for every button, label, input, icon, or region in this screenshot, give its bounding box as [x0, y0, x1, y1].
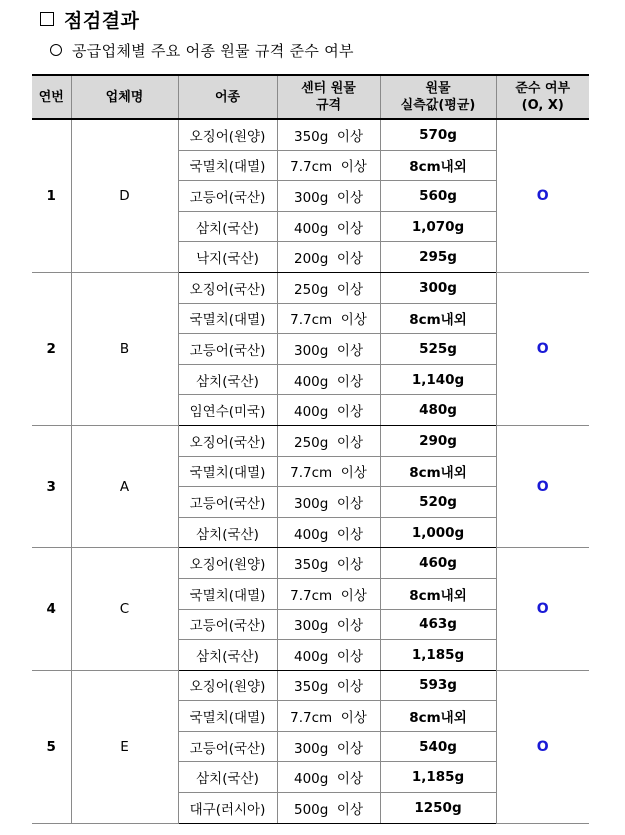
table-row — [32, 548, 589, 579]
fish-cell: 삼치(국산) — [178, 762, 277, 793]
row-number-cell: 4 — [32, 548, 71, 670]
spec-cell: 200g 이상 — [277, 242, 380, 273]
measured-cell: 8cm내외 — [380, 456, 496, 487]
compliance-cell — [496, 119, 589, 272]
measured-cell: 290g — [380, 425, 496, 456]
spec-cell: 7.7cm 이상 — [277, 578, 380, 609]
spec-cell: 400g 이상 — [277, 364, 380, 395]
measured-cell: 480g — [380, 395, 496, 426]
spec-cell: 350g 이상 — [277, 119, 380, 150]
measured-cell: 8cm내외 — [380, 150, 496, 181]
measured-cell: 560g — [380, 181, 496, 212]
fish-cell: 오징어(원양) — [178, 670, 277, 701]
fish-cell: 임연수(미국) — [178, 395, 277, 426]
square-bullet-icon — [40, 12, 54, 26]
fish-cell: 낙지(국산) — [178, 242, 277, 273]
table-row — [32, 670, 589, 701]
measured-cell: 300g — [380, 272, 496, 303]
row-number-cell: 3 — [32, 425, 71, 547]
measured-cell: 1,185g — [380, 762, 496, 793]
subsection-title: 공급업체별 주요 어종 원물 규격 준수 여부 — [72, 41, 354, 60]
measured-cell: 8cm내외 — [380, 303, 496, 334]
measured-cell: 540g — [380, 731, 496, 762]
circle-bullet-icon — [50, 44, 62, 56]
spec-cell: 300g 이상 — [277, 487, 380, 518]
col-header-vendor: 업체명 — [71, 75, 178, 119]
col-header-spec: 센터 원물 규격 — [277, 75, 380, 119]
fish-cell: 고등어(국산) — [178, 731, 277, 762]
spec-cell: 300g 이상 — [277, 731, 380, 762]
section-title: 점검결과 — [64, 9, 140, 32]
spec-cell: 250g 이상 — [277, 272, 380, 303]
measured-cell: 593g — [380, 670, 496, 701]
fish-cell: 삼치(국산) — [178, 517, 277, 548]
spec-cell: 300g 이상 — [277, 181, 380, 212]
spec-cell: 300g 이상 — [277, 334, 380, 365]
fish-cell: 고등어(국산) — [178, 181, 277, 212]
measured-cell: 1250g — [380, 793, 496, 824]
col-header-no: 연번 — [32, 75, 71, 119]
compliance-cell — [496, 272, 589, 425]
row-number-cell: 5 — [32, 670, 71, 823]
compliance-mark: O — [536, 340, 549, 357]
section-heading — [40, 6, 139, 32]
spec-cell: 250g 이상 — [277, 425, 380, 456]
fish-cell: 오징어(원양) — [178, 119, 277, 150]
table-body — [32, 119, 589, 823]
fish-cell: 대구(러시아) — [178, 793, 277, 824]
compliance-mark: O — [536, 738, 549, 755]
spec-cell: 7.7cm 이상 — [277, 303, 380, 334]
measured-cell: 460g — [380, 548, 496, 579]
fish-cell: 국멸치(대멸) — [178, 303, 277, 334]
fish-cell: 국멸치(대멸) — [178, 150, 277, 181]
spec-cell: 7.7cm 이상 — [277, 701, 380, 732]
fish-cell: 삼치(국산) — [178, 211, 277, 242]
fish-cell: 고등어(국산) — [178, 609, 277, 640]
compliance-cell — [496, 425, 589, 547]
header-row — [32, 75, 589, 119]
spec-cell: 350g 이상 — [277, 548, 380, 579]
compliance-cell — [496, 670, 589, 823]
col-header-compliance: 준수 여부 (O, X) — [496, 75, 589, 119]
spec-cell: 400g 이상 — [277, 762, 380, 793]
fish-cell: 고등어(국산) — [178, 487, 277, 518]
measured-cell: 295g — [380, 242, 496, 273]
table-row — [32, 119, 589, 150]
vendor-cell: A — [71, 425, 178, 547]
compliance-cell — [496, 548, 589, 670]
spec-cell: 350g 이상 — [277, 670, 380, 701]
compliance-mark: O — [536, 478, 549, 495]
fish-cell: 오징어(원양) — [178, 548, 277, 579]
spec-cell: 500g 이상 — [277, 793, 380, 824]
subsection-heading — [50, 38, 354, 62]
fish-cell: 삼치(국산) — [178, 640, 277, 671]
measured-cell: 520g — [380, 487, 496, 518]
compliance-mark: O — [536, 601, 549, 617]
vendor-cell: D — [71, 119, 178, 272]
spec-cell: 300g 이상 — [277, 609, 380, 640]
measured-cell: 1,000g — [380, 517, 496, 548]
spec-cell: 7.7cm 이상 — [277, 456, 380, 487]
fish-cell: 삼치(국산) — [178, 364, 277, 395]
fish-cell: 국멸치(대멸) — [178, 456, 277, 487]
spec-cell: 7.7cm 이상 — [277, 150, 380, 181]
vendor-cell: C — [71, 548, 178, 670]
spec-cell: 400g 이상 — [277, 395, 380, 426]
measured-cell: 8cm내외 — [380, 701, 496, 732]
measured-cell: 8cm내외 — [380, 578, 496, 609]
spec-cell: 400g 이상 — [277, 640, 380, 671]
vendor-cell: B — [71, 272, 178, 425]
table-header — [32, 75, 589, 119]
inspection-results-table — [32, 74, 589, 824]
fish-cell: 국멸치(대멸) — [178, 701, 277, 732]
vendor-cell: E — [71, 670, 178, 823]
spec-cell: 400g 이상 — [277, 211, 380, 242]
spec-cell: 400g 이상 — [277, 517, 380, 548]
measured-cell: 463g — [380, 609, 496, 640]
measured-cell: 1,185g — [380, 640, 496, 671]
compliance-mark: O — [536, 187, 549, 204]
table-row — [32, 272, 589, 303]
fish-cell: 고등어(국산) — [178, 334, 277, 365]
fish-cell: 오징어(국산) — [178, 272, 277, 303]
fish-cell: 국멸치(대멸) — [178, 578, 277, 609]
col-header-measured: 원물 실측값(평균) — [380, 75, 496, 119]
measured-cell: 525g — [380, 334, 496, 365]
col-header-fish: 어종 — [178, 75, 277, 119]
measured-cell: 1,070g — [380, 211, 496, 242]
row-number-cell: 1 — [32, 119, 71, 272]
measured-cell: 570g — [380, 119, 496, 150]
measured-cell: 1,140g — [380, 364, 496, 395]
table-row — [32, 425, 589, 456]
row-number-cell: 2 — [32, 272, 71, 425]
fish-cell: 오징어(국산) — [178, 425, 277, 456]
